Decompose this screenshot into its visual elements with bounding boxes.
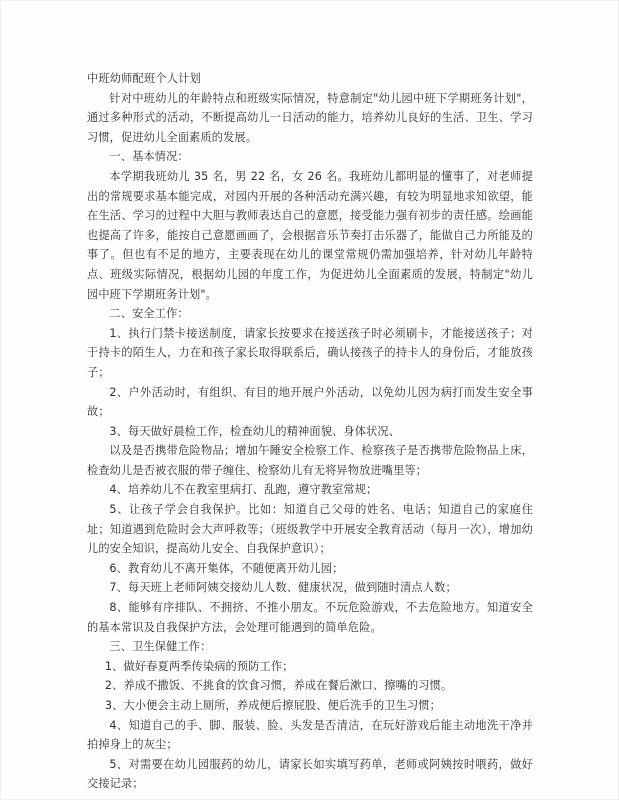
document-title: 中班幼师配班个人计划: [87, 72, 201, 85]
section-heading-basic-info: 一、基本情况：: [109, 150, 189, 164]
section-heading-health-care-work: 三、卫生保健工作：: [109, 640, 212, 654]
list-item: 2、养成不撒饭、不挑食的饮食习惯，养成在餐后漱口、擦嘴的习惯。: [104, 679, 453, 693]
list-item: 7、每天班上老师阿姨交接幼儿人数、健康状况，做到随时清点人数；: [109, 581, 457, 595]
list-item: 5、让孩子学会自我保护。比如：知道自己父母的姓名、电话；知道自己的家庭住址；知道遇到危险时会大声呼救等；（班级教学中开展安全教育活动（每月一次），增加幼儿的安全知识，提高幼儿安全、自我保护意识）；: [87, 503, 533, 556]
list-item: 8、能够有序排队、不拥挤、不推小朋友。不玩危险游戏，不去危险地方。知道安全的基本常识及自我保护方法，会处理可能遇到的简单危险。: [87, 601, 533, 634]
list-item: 2、户外活动时，有组织、有目的地开展户外活动，以免幼儿因为病打而发生安全事故；: [87, 385, 533, 419]
intro-paragraph: 针对中班幼儿的年龄特点和班级实际情况，特意制定"幼儿园中班下学期班务计划"，通过多种形式的活动，不断提高幼儿一日活动的能力，培养幼儿良好的生活、卫生、学习习惯，促进幼儿全面素质的发展。: [87, 91, 533, 144]
list-item: 4、培养幼儿不在教室里病打、乱跑，遵守教室常规；: [109, 483, 378, 497]
document-body: [87, 69, 533, 794]
list-item: 3、大小便会主动上厕所，养成便后擦屁股、便后洗手的卫生习惯；: [104, 699, 441, 712]
section-paragraph-basic-info: 本学期我班幼儿 35 名，男 22 名，女 26 名。我班幼儿都明显的懂事了，对老师提出的常规要求基本能完成，对园内开展的各种活动充满兴趣，有较为明显地求知欲望，能在生活、学习的过程中大胆与教师表达自己的意愿，接受能力强有初步的责任感。绘画能也提高了许多，能按自己意愿画画了，会根据音乐节奏打击乐器了，能做自己力所能及的事了。但也有不足的地方，主要表现在幼儿的课堂常规仍需加强培养，针对幼儿年龄特点、班级实际情况，根据幼儿园的年度工作，为促进幼儿全面素质的发展，特制定"幼儿园中班下学期班务计划"。: [87, 169, 533, 301]
list-item: 1、做好春夏两季传染病的预防工作；: [104, 659, 294, 673]
list-item: 1、执行门禁卡接送制度，请家长按要求在接送孩子时必须刷卡，才能接送孩子；对于持卡的陌生人，力在和孩子家长取得联系后，确认接孩子的持卡人的身份后，才能放孩子；: [87, 326, 533, 379]
list-item: 6、教育幼儿不离开集体，不随便离开幼儿园；: [109, 561, 344, 575]
section-heading-safety-work: 二、安全工作：: [109, 307, 189, 321]
list-item: 以及是否携带危险物品；增加午睡安全检察工作、检察孩子是否携带危险物品上床，检查幼儿是否被衣服的带子缠住、检察幼儿有无将异物放进嘴里等；: [87, 444, 533, 477]
list-item: 5、对需要在幼儿园服药的幼儿，请家长如实填写药单，老师或阿姨按时喂药，做好交接记录；: [87, 757, 533, 791]
list-item: 4、知道自己的手、脚、服装、脸、头发是否清洁，在玩好游戏后能主动地洗干净并拍掉身上的灰尘；: [87, 718, 533, 752]
list-item: 3、每天做好晨检工作，检查幼儿的精神面貌、身体状况、: [109, 424, 401, 438]
